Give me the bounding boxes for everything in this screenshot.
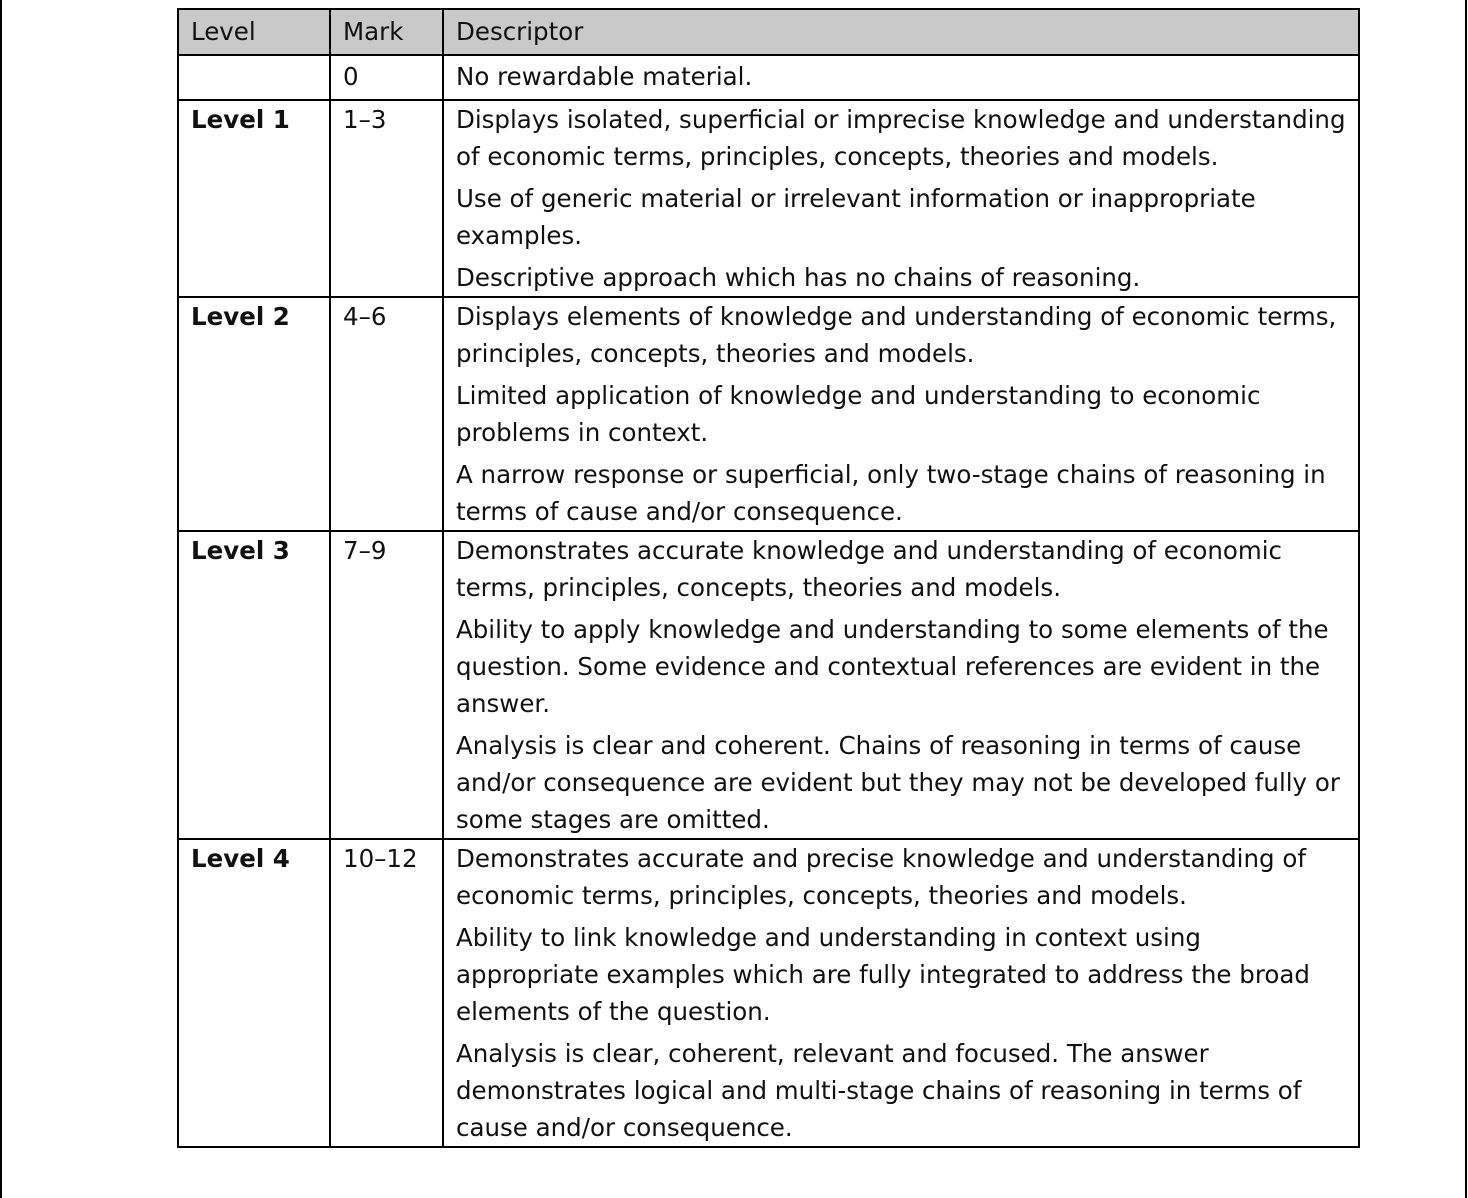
descriptor-text: Limited application of knowledge and understanding to economic problems in context. — [456, 381, 1261, 447]
table-row-level-2 — [178, 297, 1359, 531]
descriptor-text: A narrow response or superficial, only two-stage chains of reasoning in terms of cause and/or consequence. — [456, 460, 1326, 526]
mark-cell: 0 — [330, 55, 443, 100]
descriptor-cell — [443, 839, 1359, 1147]
descriptor-text: Descriptive approach which has no chains of reasoning. — [456, 263, 1141, 292]
descriptor-text: Displays elements of knowledge and understanding of economic terms, principles, concepts, theories and models. — [456, 302, 1337, 368]
descriptor-text: Demonstrates accurate and precise knowledge and understanding of economic terms, principles, concepts, theories and models. — [456, 844, 1306, 910]
descriptor-cell — [443, 297, 1359, 531]
table-row-level-4 — [178, 839, 1359, 1147]
descriptor-text: Ability to apply knowledge and understanding to some elements of the question. Some evidence and contextual references are evident in the answer. — [456, 615, 1329, 718]
level-cell: Level 1 — [178, 100, 330, 297]
level-cell: Level 4 — [178, 839, 330, 1147]
table-row-level-0 — [178, 55, 1359, 100]
descriptor-cell — [443, 100, 1359, 297]
descriptor-text: Displays isolated, superficial or imprecise knowledge and understanding of economic terms, principles, concepts, theories and models. — [456, 105, 1346, 171]
mark-cell: 1–3 — [330, 100, 443, 297]
mark-scheme-table — [177, 8, 1360, 1148]
header-descriptor: Descriptor — [443, 9, 1359, 55]
level-cell: Level 2 — [178, 297, 330, 531]
table-header-row — [178, 9, 1359, 55]
descriptor-text: Demonstrates accurate knowledge and understanding of economic terms, principles, concepts, theories and models. — [456, 536, 1283, 602]
mark-cell: 7–9 — [330, 531, 443, 839]
table-row-level-1 — [178, 100, 1359, 297]
page-border-right — [1465, 0, 1467, 1198]
mark-cell: 4–6 — [330, 297, 443, 531]
descriptor-cell — [443, 531, 1359, 839]
mark-cell: 10–12 — [330, 839, 443, 1147]
descriptor-cell — [443, 55, 1359, 100]
descriptor-text: Analysis is clear and coherent. Chains of reasoning in terms of cause and/or consequence are evident but they may not be developed fully or some stages are omitted. — [456, 731, 1340, 834]
level-cell — [178, 55, 330, 100]
table-row-level-3 — [178, 531, 1359, 839]
descriptor-text: No rewardable material. — [456, 62, 753, 91]
descriptor-text: Analysis is clear, coherent, relevant and focused. The answer demonstrates logical and multi-stage chains of reasoning in terms of cause and/or consequence. — [456, 1039, 1302, 1142]
header-level: Level — [178, 9, 330, 55]
level-cell: Level 3 — [178, 531, 330, 839]
descriptor-text: Ability to link knowledge and understanding in context using appropriate examples which are fully integrated to address the broad elements of the question. — [456, 923, 1310, 1026]
descriptor-text: Use of generic material or irrelevant information or inappropriate examples. — [456, 184, 1256, 250]
header-mark: Mark — [330, 9, 443, 55]
page-border-left — [0, 0, 2, 1198]
